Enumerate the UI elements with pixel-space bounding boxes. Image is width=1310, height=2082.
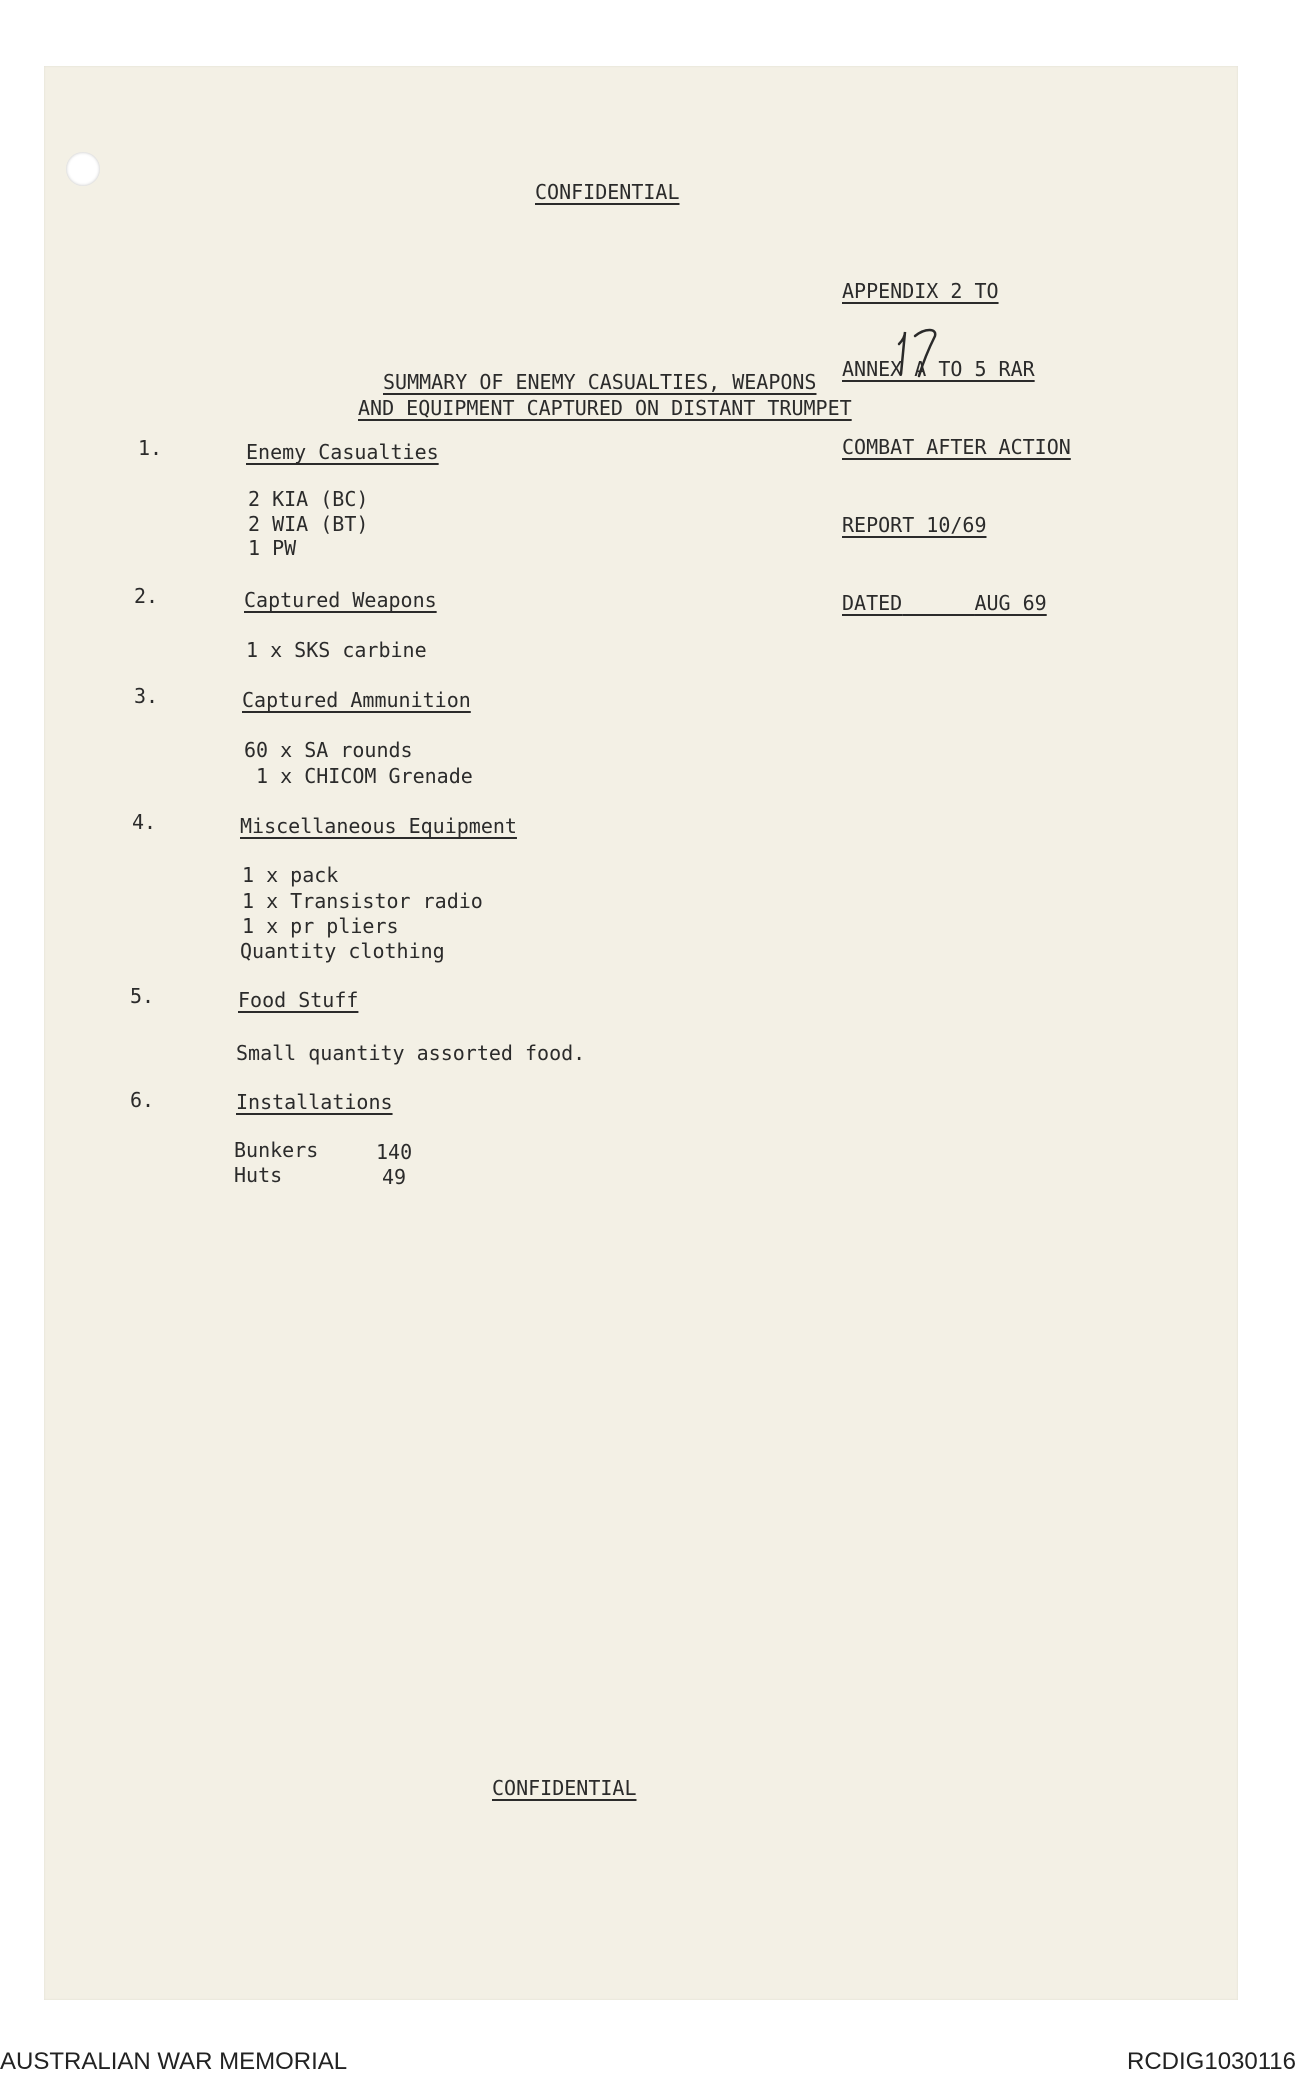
section-heading-1: Enemy Casualties — [246, 440, 439, 464]
list-item: 2 KIA (BC) — [248, 487, 369, 511]
list-item: 1 PW — [248, 536, 297, 560]
section-number-5: 5. — [130, 984, 155, 1008]
section-heading-2: Captured Weapons — [244, 588, 437, 612]
installation-name: Bunkers — [234, 1138, 319, 1162]
list-item: 1 x Transistor radio — [242, 889, 483, 913]
footer-classification: CONFIDENTIAL — [492, 1776, 637, 1800]
section-heading-6: Installations — [236, 1090, 393, 1114]
archive-institution: AUSTRALIAN WAR MEMORIAL — [0, 2048, 348, 2075]
section-heading-5: Food Stuff — [238, 988, 359, 1012]
list-item: 1 x pr pliers — [242, 914, 399, 938]
installation-name: Huts — [234, 1163, 283, 1187]
list-item: 1 x pack — [242, 863, 339, 887]
dated-month-year: AUG 69 — [974, 591, 1047, 615]
appendix-line-3: COMBAT AFTER ACTION — [842, 435, 1071, 459]
title-line-2: AND EQUIPMENT CAPTURED ON DISTANT TRUMPET — [358, 396, 852, 420]
list-item: Small quantity assorted food. — [236, 1041, 586, 1065]
list-item: 1 x CHICOM Grenade — [244, 764, 473, 788]
section-heading-3: Captured Ammunition — [242, 688, 471, 712]
section-number-1: 1. — [138, 436, 163, 460]
section-number-4: 4. — [132, 810, 157, 834]
list-item: Quantity clothing — [240, 939, 445, 963]
list-item: 1 x SKS carbine — [246, 638, 427, 662]
appendix-line-1: APPENDIX 2 TO — [842, 279, 999, 303]
section-heading-4: Miscellaneous Equipment — [240, 814, 517, 838]
list-item: 2 WIA (BT) — [248, 512, 369, 536]
appendix-line-5 — [842, 590, 1071, 616]
section-number-2: 2. — [134, 584, 159, 608]
appendix-line-4: REPORT 10/69 — [842, 513, 987, 537]
section-number-3: 3. — [134, 684, 159, 708]
installation-count: 49 — [382, 1165, 407, 1189]
header-classification: CONFIDENTIAL — [535, 180, 680, 204]
dated-label: DATED — [842, 591, 903, 615]
archive-reference: RCDIG1030116 — [1127, 2048, 1296, 2075]
list-item: 60 x SA rounds — [244, 738, 413, 762]
installation-count: 140 — [376, 1140, 413, 1164]
appendix-line-2: ANNEX A TO 5 RAR — [842, 357, 1035, 381]
appendix-reference — [842, 226, 1071, 668]
punch-hole — [66, 152, 100, 186]
handwritten-date-signature — [893, 322, 953, 380]
title-line-1: SUMMARY OF ENEMY CASUALTIES, WEAPONS — [383, 370, 817, 394]
section-number-6: 6. — [130, 1088, 155, 1112]
